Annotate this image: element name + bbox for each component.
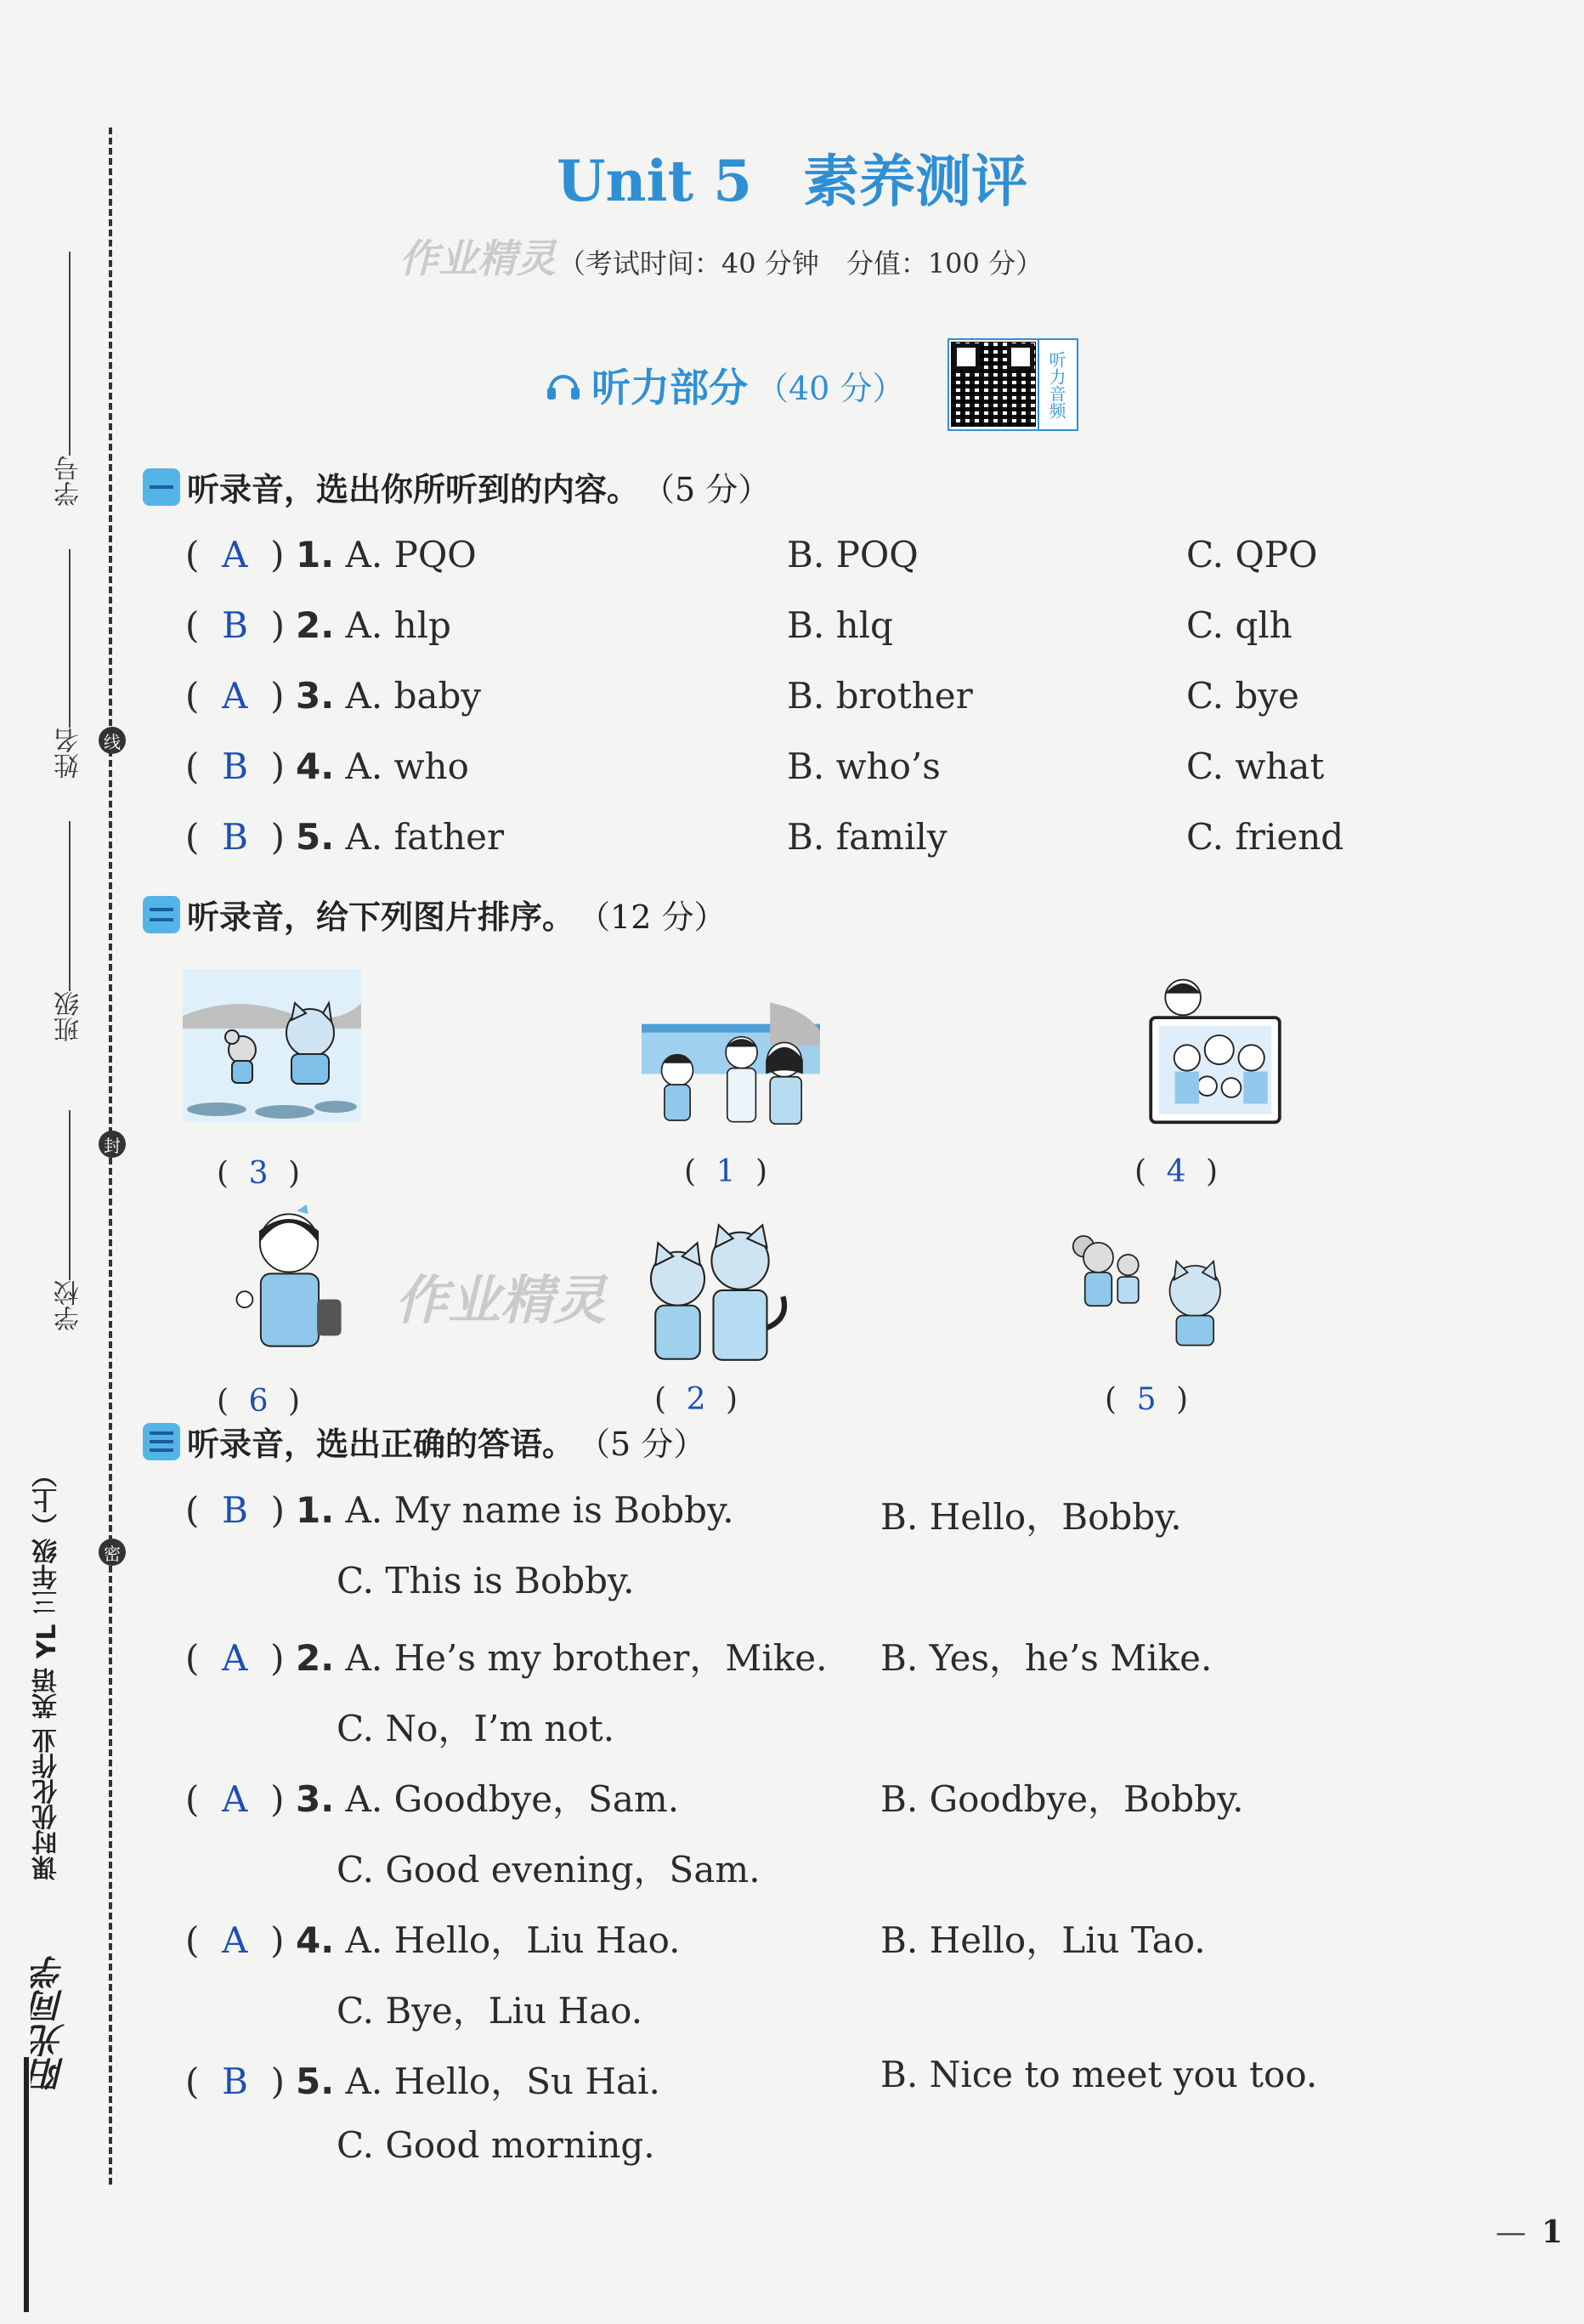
- s3-q5-option-b: B. Nice to meet you too.: [880, 2054, 1318, 2095]
- name-field: [53, 544, 87, 779]
- s1-q4-option-b: B. who’s: [787, 745, 941, 787]
- section-3-title: 听录音，选出正确的答语。: [187, 1426, 575, 1463]
- headphones-icon: [544, 366, 583, 405]
- s1-q2-option-b: B. hlq: [787, 604, 893, 646]
- s3-q3-option-b: B. Goodbye，Bobby.: [880, 1778, 1244, 1820]
- seal-mark-line: 线: [99, 727, 126, 754]
- s3-q2-option-c: C. No，I’m not.: [337, 1708, 615, 1749]
- section-3-points: （5 分）: [578, 1426, 706, 1463]
- picture-mice-and-cat: [1054, 1207, 1232, 1360]
- exam-info: （考试时间：40 分钟 分值：100 分）: [557, 247, 1044, 280]
- section-2-marker-icon: [143, 896, 180, 933]
- s1-q3: ( A ) 3. A. baby: [185, 675, 482, 717]
- section-2-heading: [143, 891, 726, 938]
- s3-q1: ( B ) 1. A. My name is Bobby.: [185, 1489, 734, 1531]
- s1-q1-option-c: C. QPO: [1186, 534, 1318, 575]
- section-1-title: 听录音，选出你所听到的内容。: [187, 471, 640, 508]
- section-3-heading: [143, 1418, 705, 1465]
- s3-q4-answer: A: [222, 1919, 248, 1961]
- picture-3-answer: 4: [1166, 1154, 1186, 1189]
- picture-2-caption: ( 1 ): [684, 1154, 768, 1189]
- picture-2-answer: 1: [716, 1154, 736, 1189]
- school-field: [53, 1105, 87, 1331]
- picture-3-caption: ( 4 ): [1134, 1154, 1219, 1189]
- class-label: 班级: [54, 991, 84, 1042]
- picture-family-photo: [1126, 973, 1304, 1126]
- qr-code-box[interactable]: [948, 338, 1078, 431]
- s3-q2: ( A ) 2. A. He’s my brother，Mike.: [185, 1637, 828, 1679]
- class-field: [53, 816, 87, 1042]
- brand-logo: 阳光同学: [31, 1955, 70, 2091]
- s3-q3: ( A ) 3. A. Goodbye，Sam.: [185, 1778, 680, 1820]
- picture-two-cats: [633, 1216, 812, 1369]
- title-unit: Unit 5: [556, 148, 752, 214]
- watermark: 作业精灵: [399, 235, 556, 281]
- s3-q1-option-b: B. Hello，Bobby.: [880, 1496, 1182, 1538]
- s1-q4: ( B ) 4. A. who: [185, 745, 469, 787]
- s3-q1-answer: B: [222, 1489, 248, 1531]
- name-line: [69, 549, 71, 728]
- page-number: — 1: [1496, 2214, 1564, 2250]
- picture-6-answer: 5: [1136, 1382, 1157, 1417]
- picture-5-caption: ( 2 ): [654, 1382, 738, 1417]
- listening-score: （40 分）: [756, 369, 905, 407]
- s3-q4-option-b: B. Hello，Liu Tao.: [880, 1919, 1206, 1961]
- picture-1-caption: ( 3 ): [217, 1156, 301, 1191]
- s3-q2-answer: A: [222, 1637, 248, 1679]
- s1-q5-answer: B: [222, 816, 248, 858]
- class-line: [69, 821, 71, 991]
- s3-q2-option-b: B. Yes，he’s Mike.: [880, 1637, 1213, 1679]
- s1-q5: ( B ) 5. A. father: [185, 816, 505, 858]
- s1-q5-option-c: C. friend: [1186, 816, 1344, 858]
- school-label: 学校: [54, 1280, 84, 1331]
- section-3-marker-icon: [143, 1423, 180, 1460]
- qr-code-icon[interactable]: [951, 342, 1036, 427]
- s1-q3-option-b: B. brother: [787, 675, 973, 717]
- s3-q3-option-c: C. Good evening，Sam.: [337, 1849, 761, 1890]
- picture-1-answer: 3: [248, 1156, 269, 1191]
- section-1-heading: [143, 463, 770, 510]
- qr-label: 听力音频: [1038, 340, 1073, 429]
- s1-q2-answer: B: [222, 604, 248, 646]
- s1-q3-answer: A: [222, 675, 248, 717]
- s1-q4-answer: B: [222, 745, 248, 787]
- picture-6-caption: ( 5 ): [1105, 1382, 1189, 1417]
- seal-mark-secret: 密: [99, 1539, 126, 1566]
- name-label: 姓名: [54, 728, 84, 779]
- section-1-points: （5 分）: [642, 471, 771, 508]
- seal-mark-seal: 封: [99, 1131, 126, 1158]
- s1-q5-option-b: B. family: [787, 816, 948, 858]
- picture-girl-schoolbag: [200, 1203, 378, 1356]
- series-title: 课时优化作业 英语 YL 三年级（上）: [32, 1462, 62, 1881]
- center-watermark: 作业精灵: [395, 1269, 607, 1331]
- s3-q4: ( A ) 4. A. Hello，Liu Hao.: [185, 1919, 681, 1961]
- picture-cat-mouse-pond: [183, 969, 361, 1122]
- s1-q4-option-c: C. what: [1186, 745, 1325, 787]
- picture-5-answer: 2: [686, 1382, 706, 1417]
- s1-q3-option-c: C. bye: [1186, 675, 1299, 717]
- s1-q1-option-b: B. POQ: [787, 534, 919, 575]
- student-id-field-group: [53, 247, 87, 507]
- s1-q1: ( A ) 1. A. PQO: [185, 534, 477, 575]
- s1-q1-answer: A: [222, 534, 248, 575]
- student-id-line: [69, 252, 71, 456]
- picture-4-caption: ( 6 ): [217, 1384, 301, 1419]
- s3-q5-answer: B: [222, 2060, 248, 2102]
- s3-q5-option-c: C. Good morning.: [337, 2124, 655, 2166]
- s3-q5: ( B ) 5. A. Hello，Su Hai.: [185, 2060, 660, 2102]
- section-2-points: （12 分）: [578, 898, 727, 936]
- section-2-title: 听录音，给下列图片排序。: [187, 898, 575, 936]
- left-edge-bar: [24, 2057, 29, 2312]
- picture-4-answer: 6: [248, 1384, 269, 1419]
- s3-q4-option-c: C. Bye，Liu Hao.: [337, 1990, 643, 2032]
- picture-children-street: [642, 990, 820, 1143]
- listening-heading: [544, 357, 904, 413]
- s1-q2-option-c: C. qlh: [1186, 604, 1293, 646]
- student-id-label: 学号: [54, 456, 84, 507]
- s1-q2: ( B ) 2. A. hlp: [185, 604, 451, 646]
- page-title: [0, 136, 1584, 217]
- s3-q1-option-c: C. This is Bobby.: [337, 1560, 635, 1601]
- title-cn: 素养测评: [803, 148, 1027, 214]
- listening-title: 听力部分: [591, 365, 748, 411]
- section-1-marker-icon: [143, 468, 180, 506]
- s3-q3-answer: A: [222, 1778, 248, 1820]
- school-line: [69, 1110, 71, 1280]
